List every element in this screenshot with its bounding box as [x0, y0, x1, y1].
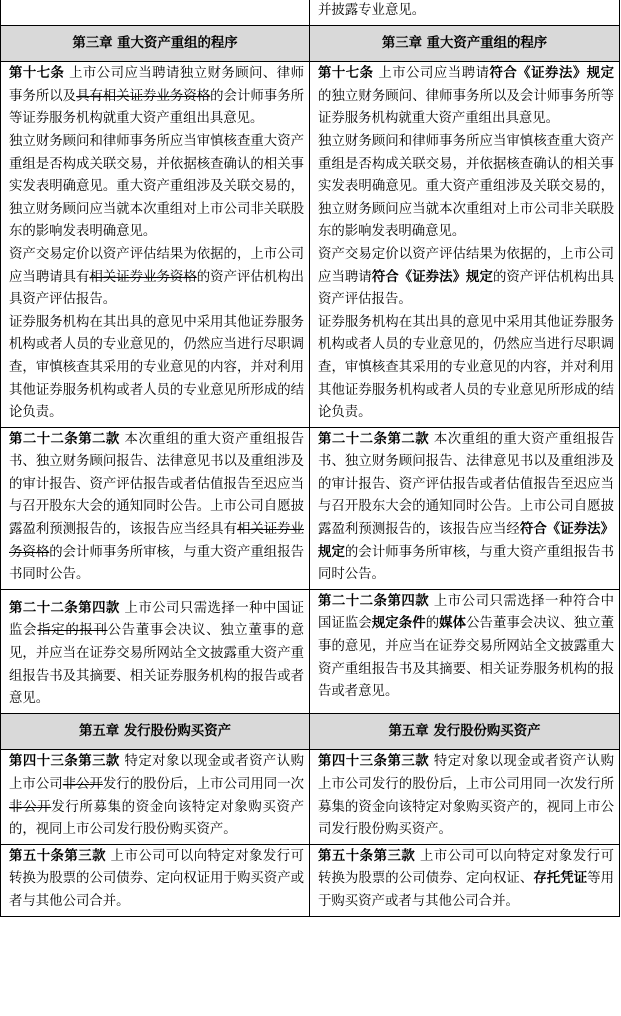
paragraph: 独立财务顾问和律师事务所应当审慎核查重大资产重组是否构成关联交易，并依据核查确认的相关事实发表明确意见。重大资产重组涉及关联交易的，独立财务顾问应当就本次重组对上市公司非关联股东的影响发表明确意见。 — [318, 133, 614, 240]
added-text: 媒体 — [439, 616, 467, 632]
chapter-heading-new: 第五章 发行股份购买资产 — [310, 713, 620, 750]
article-label: 第四十三条第三款 — [9, 754, 120, 770]
paragraph: 并披露专业意见。 — [318, 3, 426, 18]
paragraph: 第二十二条第四款 上市公司只需选择一种中国证监会指定的报刊公告董事会决议、独立董事的意见，并应当在证券交易所网站全文披露重大资产重组报告书及其摘要、相关证券服务机构的报告或者意见。 — [9, 600, 305, 707]
paragraph: 第二十二条第二款 本次重组的重大资产重组报告书、独立财务顾问报告、法律意见书以及重组涉及的审计报告、资产评估报告或者估值报告至迟应当与召开股东大会的通知同时公告。上市公司自愿披露盈利预测报告的，该报告应当经符合《证券法》规定的会计师事务所审核，与重大资产重组报告书同时公告。 — [318, 431, 615, 583]
new-text-cell — [310, 0, 620, 25]
table-row — [1, 844, 620, 916]
paragraph: 证券服务机构在其出具的意见中采用其他证券服务机构或者人员的专业意见的，仍然应当进行尽职调查，审慎核查其采用的专业意见的内容，并对利用其他证券服务机构或者人员的专业意见所形成的结论负责。 — [9, 314, 304, 421]
article-label: 第二十二条第四款 — [9, 600, 120, 616]
paragraph: 资产交易定价以资产评估结果为依据的，上市公司应当聘请符合《证券法》规定的资产评估机构出具资产评估报告。 — [318, 246, 615, 308]
chapter-heading-old: 第三章 重大资产重组的程序 — [1, 25, 310, 62]
new-text-cell — [310, 844, 620, 916]
article-label: 第四十三条第三款 — [318, 754, 430, 770]
table-row — [1, 0, 620, 25]
old-text-cell — [1, 589, 310, 713]
paragraph: 独立财务顾问和律师事务所应当审慎核查重大资产重组是否构成关联交易，并依据核查确认的相关事实发表明确意见。重大资产重组涉及关联交易的，独立财务顾问应当就本次重组对上市公司非关联股东的影响发表明确意见。 — [9, 133, 304, 240]
paragraph: 第二十二条第二款 本次重组的重大资产重组报告书、独立财务顾问报告、法律意见书以及重组涉及的审计报告、资产评估报告或者估值报告至迟应当与召开股东大会的通知同时公告。上市公司自愿披露盈利预测报告的，该报告应当经具有相关证券业务资格的会计师事务所审核，与重大资产重组报告书同时公告。 — [9, 431, 305, 583]
old-text-cell — [1, 62, 310, 428]
new-text-cell — [310, 427, 620, 589]
old-text-cell — [1, 427, 310, 589]
deleted-text: 非公开 — [62, 777, 103, 792]
new-text-cell — [310, 589, 620, 713]
chapter-heading-old: 第五章 发行股份购买资产 — [1, 713, 310, 750]
deleted-text: 具有相关证券业务资格 — [76, 88, 211, 104]
deleted-text: 相关证券业务资格 — [89, 269, 197, 285]
article-label: 第十七条 — [9, 66, 65, 82]
table-row — [1, 750, 620, 844]
new-text-cell — [310, 750, 620, 844]
old-text-cell — [1, 0, 310, 25]
article-label: 第二十二条第二款 — [9, 431, 120, 447]
paragraph: 证券服务机构在其出具的意见中采用其他证券服务机构或者人员的专业意见的，仍然应当进行尽职调查，审慎核查其采用的专业意见的内容，并对利用其他证券服务机构或者人员的专业意见所形成的结论负责。 — [318, 314, 614, 421]
paragraph: 第四十三条第三款 特定对象以现金或者资产认购上市公司非公开发行的股份后，上市公司用同一次非公开发行所募集的资金向该特定对象购买资产的，视同上市公司发行股份购买资产。 — [9, 754, 305, 838]
article-label: 第五十条第三款 — [318, 848, 416, 864]
paragraph: 第十七条 上市公司应当聘请独立财务顾问、律师事务所以及具有相关证券业务资格的会计师事务所等证券服务机构就重大资产重组出具意见。 — [9, 66, 305, 127]
deleted-text: 相关证券业务资格 — [9, 522, 304, 560]
deleted-text: 指定的报刊 — [37, 623, 108, 639]
paragraph: 第五十条第三款 上市公司可以向特定对象发行可转换为股票的公司债券、定向权证、存托凭证等用于购买资产或者与其他公司合并。 — [318, 848, 615, 909]
added-text: 符合《证券法》规定 — [489, 66, 615, 82]
article-label: 第二十二条第四款 — [318, 593, 430, 609]
paragraph: 第二十二条第四款 上市公司只需选择一种符合中国证监会规定条件的媒体公告董事会决议、独立董事的意见，并应当在证券交易所网站全文披露重大资产重组报告书及其摘要、相关证券服务机构的报告或者意见。 — [318, 593, 615, 700]
added-text: 符合《证券法》规定 — [318, 522, 615, 560]
deleted-text: 非公开 — [9, 799, 52, 815]
chapter-heading-new: 第三章 重大资产重组的程序 — [310, 25, 620, 62]
paragraph: 资产交易定价以资产评估结果为依据的，上市公司应当聘请具有相关证券业务资格的资产评估机构出具资产评估报告。 — [9, 246, 305, 308]
paragraph: 第十七条 上市公司应当聘请符合《证券法》规定的独立财务顾问、律师事务所以及会计师事务所等证券服务机构就重大资产重组出具意见。 — [318, 66, 615, 127]
added-text: 规定条件 — [371, 616, 426, 632]
table-row — [1, 62, 620, 428]
added-text: 存托凭证 — [533, 871, 588, 887]
article-label: 第十七条 — [318, 66, 374, 82]
table-row — [1, 427, 620, 589]
chapter-row — [1, 713, 620, 750]
paragraph: 第四十三条第三款 特定对象以现金或者资产认购上市公司发行的股份后，上市公司用同一次发行所募集的资金向该特定对象购买资产的，视同上市公司发行股份购买资产。 — [318, 754, 614, 838]
paragraph: 第五十条第三款 上市公司可以向特定对象发行可转换为股票的公司债券、定向权证用于购买资产或者与其他公司合并。 — [9, 848, 305, 909]
chapter-row — [1, 25, 620, 62]
article-label: 第二十二条第二款 — [318, 431, 430, 447]
old-text-cell — [1, 844, 310, 916]
added-text: 符合《证券法》规定 — [371, 269, 493, 285]
table-row — [1, 589, 620, 713]
article-label: 第五十条第三款 — [9, 848, 106, 864]
old-text-cell — [1, 750, 310, 844]
new-text-cell — [310, 62, 620, 428]
